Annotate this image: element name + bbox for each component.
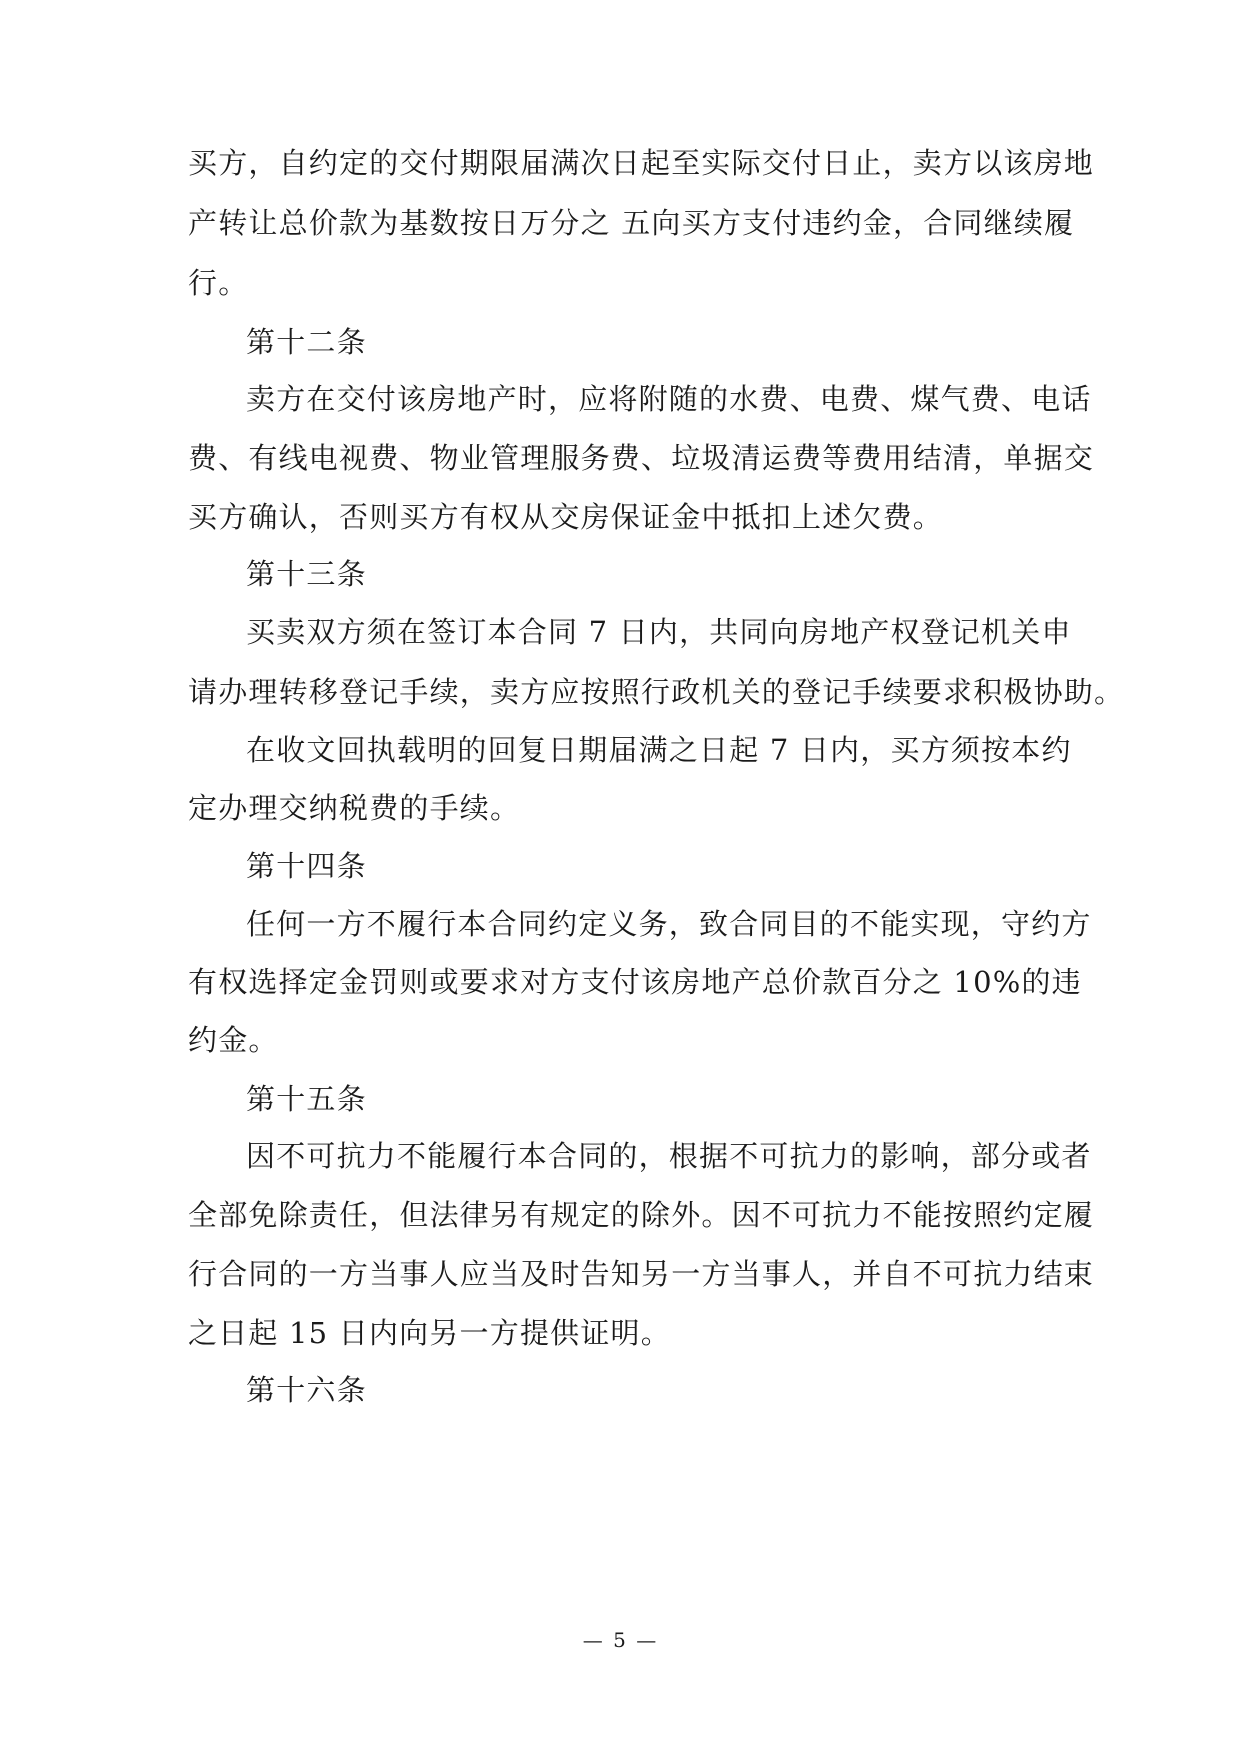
text-line: 行。 <box>188 266 249 300</box>
text-line: 任何一方不履行本合同约定义务，致合同目的不能实现，守约方 <box>246 907 1092 941</box>
text-line: 之日起 15 日内向另一方提供证明。 <box>188 1316 671 1350</box>
text-line: 卖方在交付该房地产时，应将附随的水费、电费、煤气费、电话 <box>246 382 1092 416</box>
article-heading-16: 第十六条 <box>246 1373 367 1407</box>
text-line: 定办理交纳税费的手续。 <box>188 791 521 825</box>
page-number: — 5 — <box>582 1628 659 1652</box>
text-line: 因不可抗力不能履行本合同的，根据不可抗力的影响，部分或者 <box>246 1139 1092 1173</box>
text-line: 产转让总价款为基数按日万分之 五向买方支付违约金，合同继续履 <box>188 206 1075 240</box>
article-heading-14: 第十四条 <box>246 849 367 883</box>
text-line: 行合同的一方当事人应当及时告知另一方当事人，并自不可抗力结束 <box>188 1257 1095 1291</box>
text-line: 全部免除责任，但法律另有规定的除外。因不可抗力不能按照约定履 <box>188 1198 1095 1232</box>
article-heading-12: 第十二条 <box>246 325 367 359</box>
text-line: 买方确认，否则买方有权从交房保证金中抵扣上述欠费。 <box>188 500 944 534</box>
text-line: 有权选择定金罚则或要求对方支付该房地产总价款百分之 10%的违 <box>188 965 1082 999</box>
text-line: 费、有线电视费、物业管理服务费、垃圾清运费等费用结清，单据交 <box>188 441 1095 475</box>
text-line: 买方，自约定的交付期限届满次日起至实际交付日止，卖方以该房地 <box>188 146 1095 180</box>
text-line: 约金。 <box>188 1023 279 1057</box>
article-heading-15: 第十五条 <box>246 1082 367 1116</box>
article-heading-13: 第十三条 <box>246 557 367 591</box>
text-line: 买卖双方须在签订本合同 7 日内，共同向房地产权登记机关申 <box>246 615 1072 649</box>
text-line: 请办理转移登记手续，卖方应按照行政机关的登记手续要求积极协助。 <box>188 675 1125 709</box>
text-line: 在收文回执载明的回复日期届满之日起 7 日内，买方须按本约 <box>246 733 1072 767</box>
